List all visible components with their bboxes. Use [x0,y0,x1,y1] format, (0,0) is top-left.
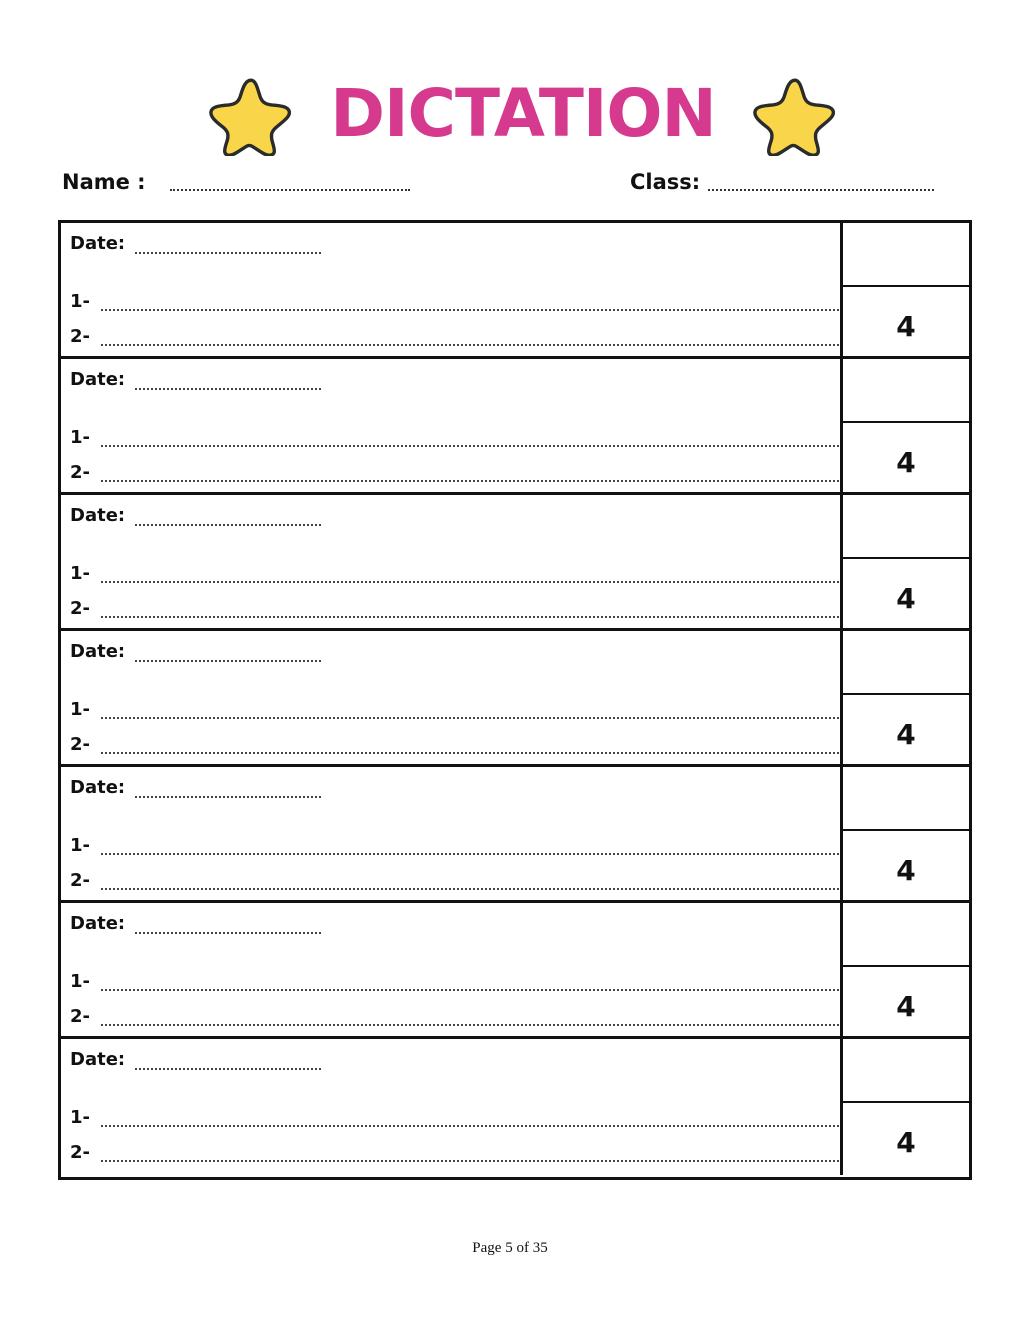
line-1-field[interactable] [101,445,839,447]
dictation-writing-area [61,903,843,1036]
date-label: Date: [70,641,126,662]
line-1-label: 1- [70,835,90,856]
score-box[interactable] [843,359,969,423]
date-label: Date: [70,777,126,798]
line-1-label: 1- [70,971,90,992]
page-header [0,70,1020,160]
score-box[interactable] [843,1039,969,1103]
line-2-field[interactable] [101,616,839,618]
line-2-field[interactable] [101,1160,839,1162]
score-column [843,223,969,356]
line-2-field[interactable] [101,1024,839,1026]
line-1-field[interactable] [101,309,839,311]
date-field[interactable] [135,1068,321,1070]
line-2-label: 2- [70,462,90,483]
dictation-row [61,495,969,631]
score-column [843,903,969,1036]
dictation-writing-area [61,359,843,492]
line-2-label: 2- [70,1006,90,1027]
score-box[interactable] [843,767,969,831]
max-score: 4 [896,446,916,479]
date-label: Date: [70,1049,126,1070]
score-box[interactable] [843,223,969,287]
max-score: 4 [896,310,916,343]
line-2-label: 2- [70,870,90,891]
line-2-field[interactable] [101,752,839,754]
line-2-label: 2- [70,326,90,347]
line-1-field[interactable] [101,1125,839,1127]
date-field[interactable] [135,252,321,254]
score-box[interactable] [843,631,969,695]
dictation-row [61,767,969,903]
page-number: Page 5 of 35 [472,1240,548,1256]
score-column [843,359,969,492]
student-info-row [0,170,1020,204]
line-1-label: 1- [70,1107,90,1128]
max-score: 4 [896,718,916,751]
dictation-writing-area [61,495,843,628]
max-score: 4 [896,990,916,1023]
date-field[interactable] [135,796,321,798]
dictation-row [61,631,969,767]
dictation-table [58,220,972,1180]
score-box[interactable] [843,903,969,967]
line-1-label: 1- [70,563,90,584]
line-1-field[interactable] [101,989,839,991]
line-1-field[interactable] [101,717,839,719]
class-label: Class: [630,170,701,194]
score-column [843,1039,969,1175]
star-icon [752,76,838,156]
line-1-label: 1- [70,427,90,448]
max-score: 4 [896,582,916,615]
line-2-field[interactable] [101,480,839,482]
score-column [843,631,969,764]
max-score: 4 [896,1126,916,1159]
dictation-row [61,223,969,359]
page-title: DICTATION [330,75,716,152]
date-label: Date: [70,369,126,390]
line-2-field[interactable] [101,344,839,346]
score-column [843,495,969,628]
dictation-row [61,359,969,495]
score-column [843,767,969,900]
dictation-row [61,903,969,1039]
date-field[interactable] [135,932,321,934]
dictation-row [61,1039,969,1175]
name-field[interactable] [170,189,410,191]
line-2-label: 2- [70,734,90,755]
dictation-writing-area [61,223,843,356]
line-2-field[interactable] [101,888,839,890]
dictation-writing-area [61,631,843,764]
date-label: Date: [70,233,126,254]
dictation-writing-area [61,767,843,900]
dictation-writing-area [61,1039,843,1175]
line-1-label: 1- [70,291,90,312]
class-field[interactable] [708,189,934,191]
line-1-field[interactable] [101,581,839,583]
date-field[interactable] [135,388,321,390]
max-score: 4 [896,854,916,887]
line-2-label: 2- [70,1142,90,1163]
name-label: Name : [62,170,146,194]
star-icon [208,76,294,156]
score-box[interactable] [843,495,969,559]
line-2-label: 2- [70,598,90,619]
date-label: Date: [70,505,126,526]
date-field[interactable] [135,524,321,526]
line-1-field[interactable] [101,853,839,855]
line-1-label: 1- [70,699,90,720]
date-label: Date: [70,913,126,934]
date-field[interactable] [135,660,321,662]
